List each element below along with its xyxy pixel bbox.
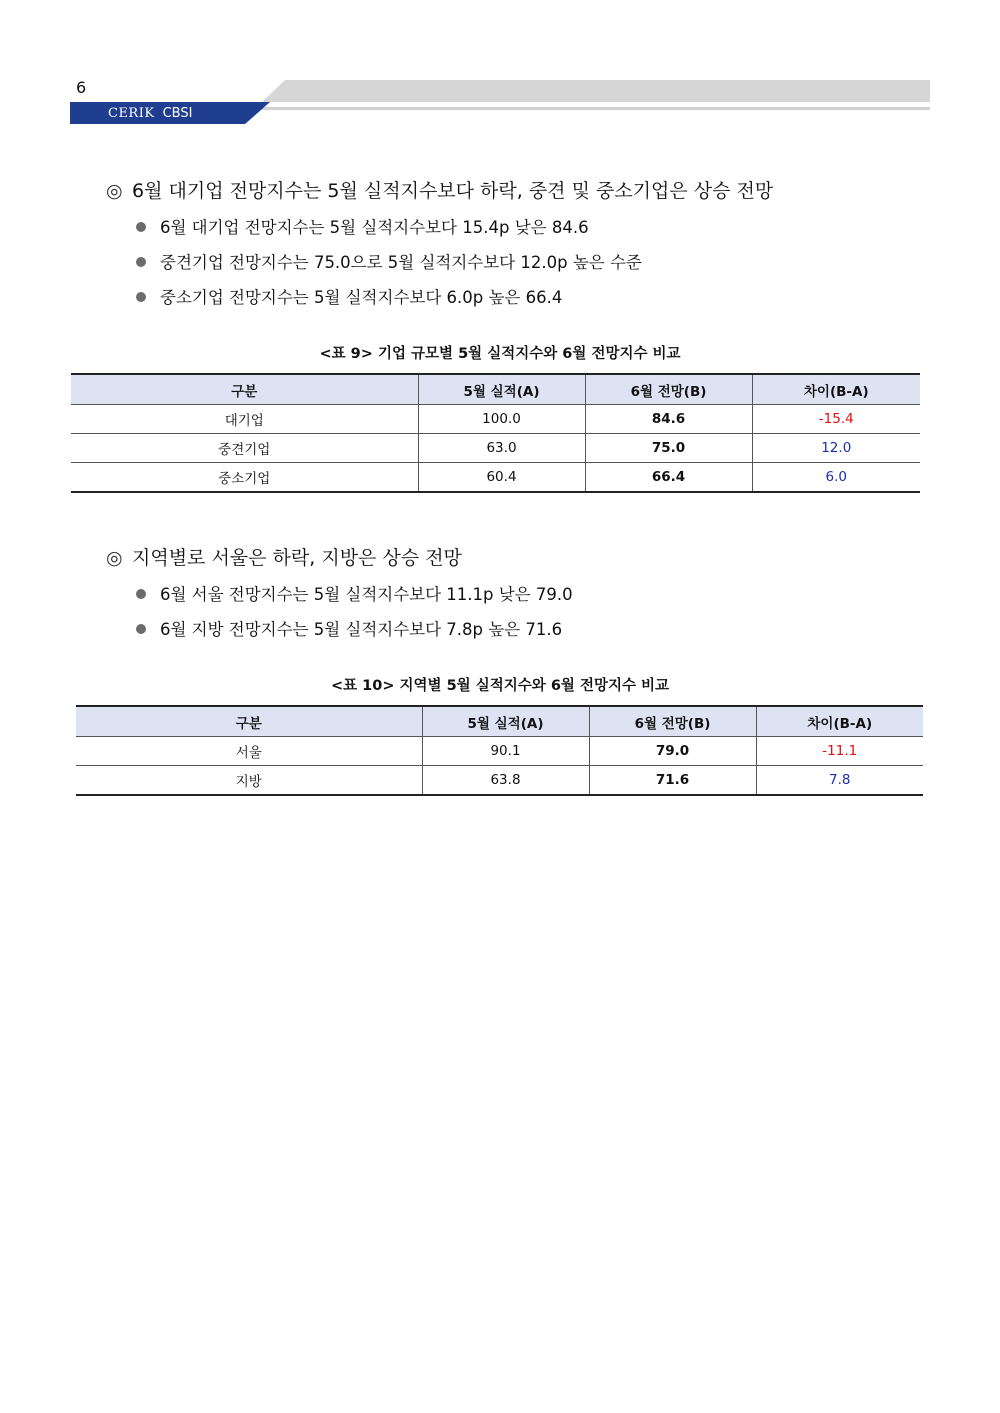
cell-june-forecast: 71.6 xyxy=(589,766,756,796)
header-difference: 차이(B-A) xyxy=(752,374,920,405)
cell-difference: 6.0 xyxy=(752,463,920,493)
header-june-forecast: 6월 전망(B) xyxy=(589,706,756,737)
header-may-actual: 5월 실적(A) xyxy=(418,374,585,405)
cell-june-forecast: 75.0 xyxy=(585,434,752,463)
header-category: 구분 xyxy=(76,706,422,737)
brand-logo xyxy=(108,105,192,123)
table-row xyxy=(71,405,920,434)
table-row xyxy=(76,737,923,766)
table9-caption: <표 9> 기업 규모별 5월 실적지수와 6월 전망지수 비교 xyxy=(319,346,681,362)
section2-heading xyxy=(106,545,462,571)
cell-may-actual: 90.1 xyxy=(422,737,589,766)
cell-may-actual: 63.0 xyxy=(418,434,585,463)
cell-may-actual: 63.8 xyxy=(422,766,589,796)
section2-bullet-1: 6월 서울 전망지수는 5월 실적지수보다 11.1p 낮은 79.0 xyxy=(136,584,573,606)
bullet-dot-icon xyxy=(136,257,146,267)
header-june-forecast: 6월 전망(B) xyxy=(585,374,752,405)
row-label: 서울 xyxy=(76,737,422,766)
table10-caption: <표 10> 지역별 5월 실적지수와 6월 전망지수 비교 xyxy=(330,678,670,694)
row-label: 중견기업 xyxy=(71,434,418,463)
cell-june-forecast: 79.0 xyxy=(589,737,756,766)
row-label: 중소기업 xyxy=(71,463,418,493)
bullet-dot-icon xyxy=(136,589,146,599)
cell-may-actual: 100.0 xyxy=(418,405,585,434)
cell-difference: 12.0 xyxy=(752,434,920,463)
row-label: 지방 xyxy=(76,766,422,796)
cell-june-forecast: 84.6 xyxy=(585,405,752,434)
double-circle-icon: ◎ xyxy=(106,547,123,569)
section2-heading-text: 지역별로 서울은 하락, 지방은 상승 전망 xyxy=(132,547,462,569)
section1-heading-text: 6월 대기업 전망지수는 5월 실적지수보다 하락, 중견 및 중소기업은 상승 전망 xyxy=(132,180,774,202)
header-band xyxy=(70,80,930,126)
header-may-actual: 5월 실적(A) xyxy=(422,706,589,737)
cell-difference: 7.8 xyxy=(756,766,923,796)
row-label: 대기업 xyxy=(71,405,418,434)
table-header-row xyxy=(76,706,923,737)
page-number: 6 xyxy=(76,78,87,97)
bullet-dot-icon xyxy=(136,624,146,634)
table-row xyxy=(71,463,920,493)
table-row xyxy=(71,434,920,463)
table-header-row xyxy=(71,374,920,405)
cell-difference: -15.4 xyxy=(752,405,920,434)
section1-bullet-2: 중견기업 전망지수는 75.0으로 5월 실적지수보다 12.0p 높은 수준 xyxy=(136,252,642,274)
header-difference: 차이(B-A) xyxy=(756,706,923,737)
section1-bullet-1: 6월 대기업 전망지수는 5월 실적지수보다 15.4p 낮은 84.6 xyxy=(136,217,589,239)
double-circle-icon: ◎ xyxy=(106,180,123,202)
bullet-dot-icon xyxy=(136,222,146,232)
header-graphic xyxy=(70,80,930,126)
section1-heading xyxy=(106,178,773,204)
section2-bullet-2: 6월 지방 전망지수는 5월 실적지수보다 7.8p 높은 71.6 xyxy=(136,619,562,641)
table10 xyxy=(76,705,923,796)
table-row xyxy=(76,766,923,796)
section1-bullet-3: 중소기업 전망지수는 5월 실적지수보다 6.0p 높은 66.4 xyxy=(136,287,562,309)
header-category: 구분 xyxy=(71,374,418,405)
bullet-dot-icon xyxy=(136,292,146,302)
brand-cbsi: CBSI xyxy=(162,106,193,121)
brand-cerik: CERIK xyxy=(108,106,155,121)
cell-june-forecast: 66.4 xyxy=(585,463,752,493)
table9 xyxy=(71,373,920,493)
cell-difference: -11.1 xyxy=(756,737,923,766)
cell-may-actual: 60.4 xyxy=(418,463,585,493)
